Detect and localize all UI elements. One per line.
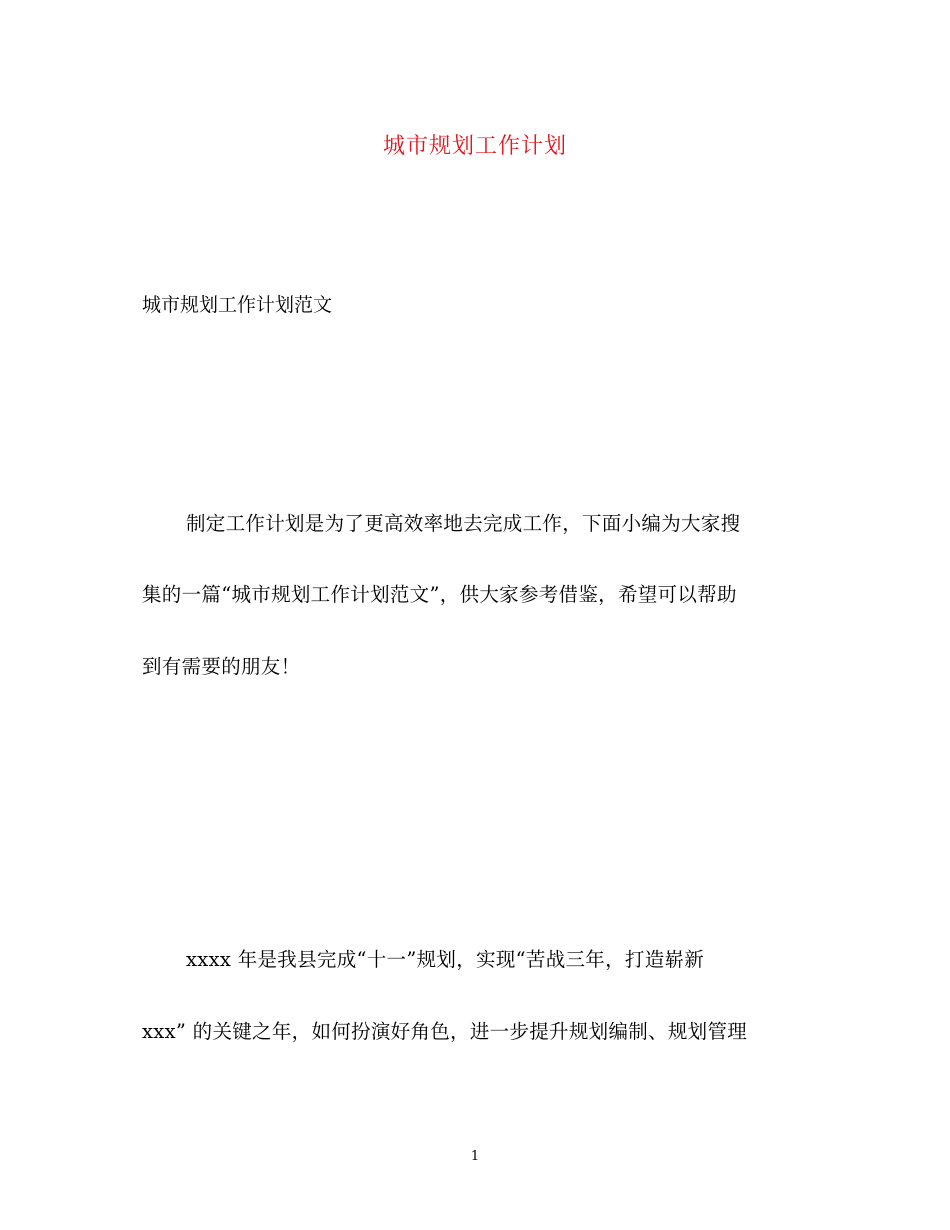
paragraph-line: xxx” 的关键之年，如何扮演好角色，进一步提升规划编制、规划管理 xyxy=(142,1020,748,1043)
document-title: 城市规划工作计划 xyxy=(382,134,567,159)
paragraph-line: 到有需要的朋友！ xyxy=(142,655,301,678)
document-subtitle: 城市规划工作计划范文 xyxy=(142,294,333,316)
page-number: 1 xyxy=(470,1149,480,1164)
paragraph-line: xxxx 年是我县完成“十一”规划，实现“苦战三年，打造崭新 xyxy=(186,948,705,971)
paragraph-line: 集的一篇“城市规划工作计划范文”，供大家参考借鉴，希望可以帮助 xyxy=(142,583,737,606)
paragraph-line: 制定工作计划是为了更高效率地去完成工作，下面小编为大家搜 xyxy=(186,512,741,535)
